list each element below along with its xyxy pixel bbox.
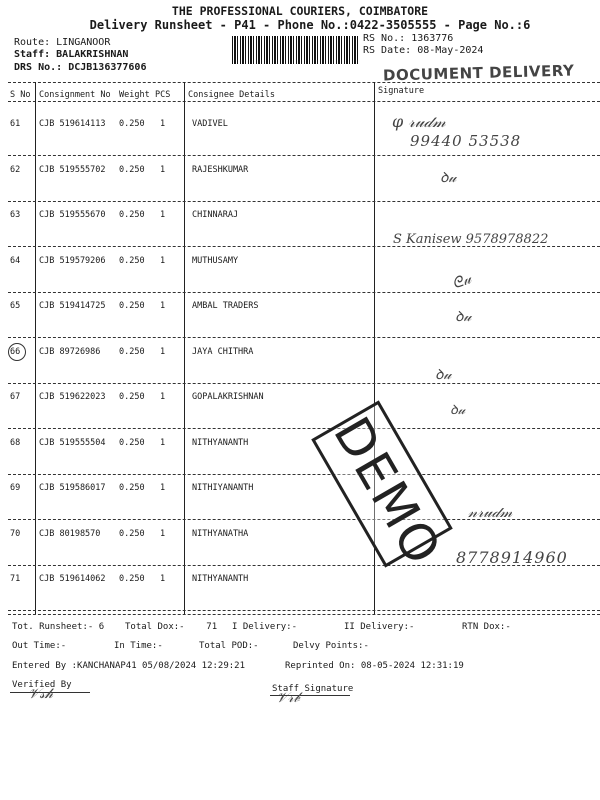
cell-weight: 0.250 <box>119 574 145 584</box>
signature-row-61-phone: 99440 53538 <box>410 132 522 150</box>
verified-by-label: Verified By <box>12 680 72 690</box>
cell-pcs: 1 <box>160 301 166 311</box>
cell-weight: 0.250 <box>119 210 145 220</box>
signature-row-70-phone: 8778914960 <box>456 548 568 567</box>
company-name: THE PROFESSIONAL COURIERS, COIMBATORE <box>171 4 429 18</box>
col-header-weight: Weight <box>119 90 150 100</box>
runsheet-title: Delivery Runsheet - P41 - Phone No.:0422-3505555 - Page No.:6 <box>89 18 531 32</box>
cell-sno: 70 <box>10 528 21 539</box>
route-field: Route: LINGANOOR <box>14 37 111 48</box>
col-header-pcs: PCS <box>155 90 171 100</box>
cell-sno: 64 <box>10 255 21 266</box>
col-header-consignment: Consignment No <box>39 90 111 100</box>
barcode <box>232 36 358 64</box>
col-divider <box>184 82 185 614</box>
cell-consignment: CJB 519555504 <box>39 437 106 448</box>
cell-consignment: CJB 519586017 <box>39 483 106 493</box>
total-dox: Total Dox:- 71 <box>125 622 218 632</box>
cell-sno: 62 <box>10 164 21 175</box>
in-time: In Time:- <box>114 641 163 651</box>
cell-consignee: JAYA CHITHRA <box>192 346 254 357</box>
table-header-rule <box>8 101 600 102</box>
total-pod: Total POD:- <box>199 641 259 651</box>
cell-weight: 0.250 <box>119 392 145 402</box>
cell-consignee: NITHYANATHA <box>192 528 249 539</box>
cell-consignment: CJB 519579206 <box>39 255 106 266</box>
cell-consignee: VADIVEL <box>192 119 228 129</box>
col-header-consignee: Consignee Details <box>188 90 275 100</box>
cell-sno: 67 <box>10 392 21 402</box>
cell-sno: 69 <box>10 483 21 493</box>
cell-consignee: AMBAL TRADERS <box>192 301 259 311</box>
staff-field: Staff: BALAKRISHNAN <box>14 49 129 60</box>
cell-consignee: GOPALAKRISHNAN <box>192 392 264 402</box>
cell-weight: 0.250 <box>119 346 145 357</box>
cell-consignment: CJB 519614062 <box>39 574 106 584</box>
col-divider <box>35 82 36 614</box>
rs-no-field: RS No.: 1363776 <box>363 33 454 44</box>
verified-by-signature: 𝒱𝓈𝒽 <box>28 686 53 702</box>
col-header-sno: S No <box>10 90 31 100</box>
footer-top-rule <box>8 614 600 615</box>
row-separator <box>8 383 600 384</box>
signature-row-64: ᘓ𝓊 <box>449 269 474 293</box>
cell-pcs: 1 <box>160 483 166 493</box>
cell-weight: 0.250 <box>119 528 145 539</box>
cell-consignment: CJB 519622023 <box>39 392 106 402</box>
signature-row-67: ꝺ𝓊 <box>450 403 466 418</box>
delvy-points: Delvy Points:- <box>293 641 369 651</box>
cell-weight: 0.250 <box>119 437 145 448</box>
cell-consignee: MUTHUSAMY <box>192 255 239 266</box>
cell-weight: 0.250 <box>119 301 145 311</box>
cell-consignee: CHINNARAJ <box>192 210 239 220</box>
i-delivery: I Delivery:- <box>232 622 298 632</box>
cell-pcs: 1 <box>160 574 166 584</box>
signature-row-70: 𝓃𝓇𝓊𝒹𝓂 <box>468 503 513 521</box>
out-time: Out Time:- <box>12 641 67 651</box>
reprinted-on: Reprinted On: 08-05-2024 12:31:19 <box>285 661 464 671</box>
cell-consignee: RAJESHKUMAR <box>192 164 249 175</box>
cell-consignment: CJB 519555702 <box>39 164 106 175</box>
cell-pcs: 1 <box>160 392 166 402</box>
cell-pcs: 1 <box>160 210 166 220</box>
cell-pcs: 1 <box>160 119 166 129</box>
cell-consignee: NITHYANANTH <box>192 437 249 448</box>
row-separator <box>8 292 600 293</box>
cell-pcs: 1 <box>160 164 166 175</box>
signature-row-61: φ 𝓇𝓊𝒹𝓂 <box>392 112 446 131</box>
staff-signature-label: Staff Signature <box>272 684 354 694</box>
col-header-signature: Signature <box>378 86 425 96</box>
row-66-circle-mark <box>8 343 26 361</box>
drs-field: DRS No.: DCJB136377606 <box>14 62 147 73</box>
ii-delivery: II Delivery:- <box>344 622 415 632</box>
cell-pcs: 1 <box>160 528 166 539</box>
cell-consignment: CJB 80198570 <box>39 528 101 539</box>
row-separator <box>8 474 600 475</box>
row-separator <box>8 201 600 202</box>
staff-signature: 𝒱𝓇𝒷 <box>276 690 300 706</box>
row-separator <box>8 428 600 429</box>
signature-row-62: ꝺ𝓊 <box>440 170 457 186</box>
demo-watermark-stamp: DEMO <box>311 400 453 567</box>
cell-sno: 65 <box>10 301 21 311</box>
rtn-dox: RTN Dox:- <box>462 622 511 632</box>
row-separator <box>8 155 600 156</box>
cell-sno: 71 <box>10 574 21 584</box>
document-delivery-stamp: DOCUMENT DELIVERY <box>382 61 575 85</box>
cell-sno: 61 <box>10 119 21 129</box>
cell-sno: 68 <box>10 437 21 448</box>
cell-consignee: NITHYANANTH <box>192 574 249 584</box>
cell-weight: 0.250 <box>119 483 145 493</box>
rs-date-field: RS Date: 08-May-2024 <box>363 45 484 56</box>
tot-runsheet: Tot. Runsheet:- 6 <box>12 622 105 632</box>
cell-weight: 0.250 <box>119 164 145 175</box>
signature-row-63: S Kanisew 9578978822 <box>393 232 549 247</box>
cell-consignment: CJB 519555670 <box>39 210 106 220</box>
cell-weight: 0.250 <box>119 255 145 266</box>
cell-weight: 0.250 <box>119 119 145 129</box>
cell-pcs: 1 <box>160 437 166 448</box>
cell-sno: 63 <box>10 210 21 220</box>
cell-pcs: 1 <box>160 255 166 266</box>
row-separator <box>8 337 600 338</box>
cell-sno: 66 <box>10 346 21 357</box>
cell-pcs: 1 <box>160 346 166 357</box>
cell-consignment: CJB 519614113 <box>39 119 106 129</box>
cell-consignee: NITHIYANANTH <box>192 483 254 493</box>
cell-consignment: CJB 519414725 <box>39 301 106 311</box>
row-separator <box>8 610 600 611</box>
signature-row-65: ꝺ𝓊 <box>455 309 472 325</box>
cell-consignment: CJB 89726986 <box>39 346 101 357</box>
table-top-rule <box>8 82 600 83</box>
signature-row-66: ꝺ𝓊 <box>435 367 452 383</box>
entered-by: Entered By :KANCHANAP41 05/08/2024 12:29:21 <box>12 661 245 671</box>
